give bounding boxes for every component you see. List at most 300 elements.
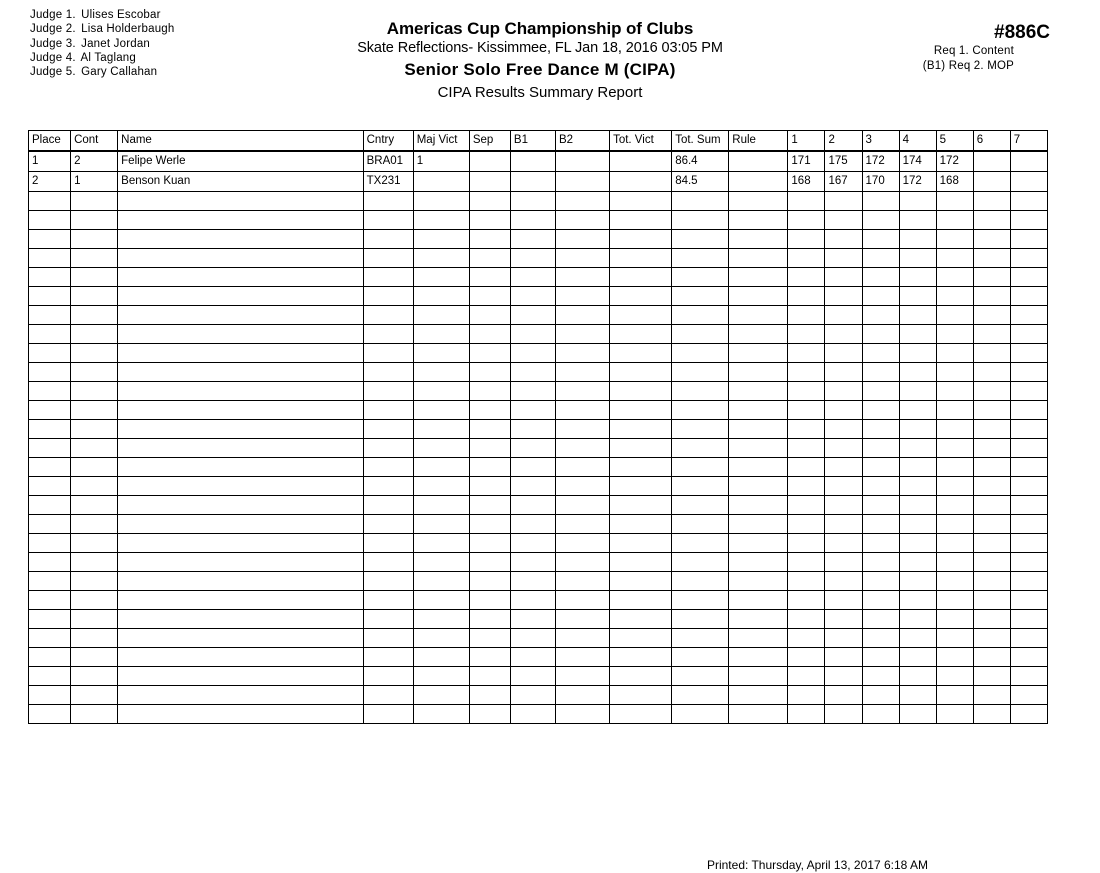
cell-j4 — [899, 230, 936, 249]
cell-j5 — [936, 211, 973, 230]
cell-cont — [71, 515, 118, 534]
cell-rule — [729, 458, 788, 477]
cell-j1 — [788, 420, 825, 439]
cell-b2 — [555, 268, 609, 287]
cell-name — [118, 705, 363, 724]
cell-b1 — [510, 458, 555, 477]
cell-j5 — [936, 553, 973, 572]
cell-j3 — [862, 287, 899, 306]
cell-j1 — [788, 648, 825, 667]
cell-b2 — [555, 230, 609, 249]
judge-name: Gary Callahan — [81, 66, 158, 79]
cell-sep — [469, 192, 510, 211]
cell-tot_vict — [610, 363, 672, 382]
cell-j3 — [862, 458, 899, 477]
cell-tot_vict — [610, 230, 672, 249]
cell-j4 — [899, 705, 936, 724]
cell-j4 — [899, 553, 936, 572]
cell-name — [118, 458, 363, 477]
cell-rule — [729, 249, 788, 268]
cell-b2 — [555, 192, 609, 211]
column-header-name: Name — [118, 131, 363, 152]
table-row-empty — [29, 686, 1048, 705]
cell-tot_vict — [610, 172, 672, 192]
cell-j2: 175 — [825, 151, 862, 172]
cell-maj_vict — [413, 420, 469, 439]
cell-place — [29, 382, 71, 401]
cell-cont — [71, 553, 118, 572]
cell-j5 — [936, 325, 973, 344]
cell-j3 — [862, 363, 899, 382]
table-row[interactable] — [29, 151, 1048, 172]
cell-place — [29, 667, 71, 686]
cell-b2 — [555, 610, 609, 629]
cell-cntry — [363, 363, 413, 382]
cell-b2 — [555, 591, 609, 610]
event-number-block — [842, 22, 1072, 73]
cell-j4 — [899, 363, 936, 382]
cell-j4 — [899, 344, 936, 363]
cell-rule — [729, 667, 788, 686]
table-row-empty — [29, 211, 1048, 230]
cell-tot_sum: 84.5 — [672, 172, 729, 192]
cell-cont — [71, 287, 118, 306]
cell-j5 — [936, 344, 973, 363]
cell-j7 — [1010, 553, 1047, 572]
cell-maj_vict — [413, 363, 469, 382]
cell-b1 — [510, 496, 555, 515]
cell-rule — [729, 420, 788, 439]
column-header-j6: 6 — [973, 131, 1010, 152]
cell-b2 — [555, 515, 609, 534]
cell-sep — [469, 534, 510, 553]
cell-tot_sum — [672, 648, 729, 667]
cell-j7 — [1010, 477, 1047, 496]
cell-maj_vict — [413, 610, 469, 629]
cell-maj_vict: 1 — [413, 151, 469, 172]
cell-tot_sum — [672, 382, 729, 401]
cell-maj_vict — [413, 306, 469, 325]
cell-b2 — [555, 705, 609, 724]
cell-sep — [469, 344, 510, 363]
cell-b2 — [555, 382, 609, 401]
cell-tot_vict — [610, 629, 672, 648]
cell-tot_sum — [672, 705, 729, 724]
cell-rule — [729, 496, 788, 515]
cell-maj_vict — [413, 705, 469, 724]
cell-sep — [469, 629, 510, 648]
cell-j4: 172 — [899, 172, 936, 192]
cell-sep — [469, 268, 510, 287]
cell-tot_vict — [610, 192, 672, 211]
cell-j5 — [936, 648, 973, 667]
cell-tot_vict — [610, 686, 672, 705]
cell-j4 — [899, 268, 936, 287]
cell-j4 — [899, 249, 936, 268]
cell-place — [29, 496, 71, 515]
cell-tot_sum — [672, 401, 729, 420]
cell-cont — [71, 496, 118, 515]
cell-j2 — [825, 477, 862, 496]
cell-j2 — [825, 458, 862, 477]
cell-maj_vict — [413, 591, 469, 610]
cell-b1 — [510, 325, 555, 344]
table-header-row — [29, 131, 1048, 152]
cell-j4 — [899, 420, 936, 439]
cell-maj_vict — [413, 515, 469, 534]
cell-place — [29, 686, 71, 705]
cell-maj_vict — [413, 325, 469, 344]
cell-j2 — [825, 268, 862, 287]
cell-rule — [729, 306, 788, 325]
cell-j3 — [862, 496, 899, 515]
cell-maj_vict — [413, 477, 469, 496]
cell-b2 — [555, 249, 609, 268]
cell-cntry — [363, 648, 413, 667]
table-row[interactable] — [29, 172, 1048, 192]
cell-j5 — [936, 420, 973, 439]
cell-tot_vict — [610, 306, 672, 325]
cell-j2 — [825, 629, 862, 648]
table-row-empty — [29, 553, 1048, 572]
cell-tot_sum — [672, 458, 729, 477]
cell-b1 — [510, 306, 555, 325]
judge-number: Judge 3. — [30, 37, 76, 50]
table-row-empty — [29, 382, 1048, 401]
cell-tot_sum — [672, 496, 729, 515]
cell-cntry — [363, 591, 413, 610]
cell-cntry: BRA01 — [363, 151, 413, 172]
cell-j1 — [788, 401, 825, 420]
cell-cntry — [363, 515, 413, 534]
cell-cntry — [363, 705, 413, 724]
cell-j4 — [899, 211, 936, 230]
cell-j7 — [1010, 306, 1047, 325]
cell-j6 — [973, 496, 1010, 515]
cell-j2 — [825, 230, 862, 249]
table-row-empty — [29, 344, 1048, 363]
cell-j7 — [1010, 172, 1047, 192]
cell-j7 — [1010, 420, 1047, 439]
cell-j5 — [936, 667, 973, 686]
cell-j5 — [936, 306, 973, 325]
cell-j2 — [825, 249, 862, 268]
cell-j5 — [936, 249, 973, 268]
table-row-empty — [29, 420, 1048, 439]
cell-tot_sum — [672, 249, 729, 268]
cell-j3: 172 — [862, 151, 899, 172]
cell-rule — [729, 648, 788, 667]
cell-sep — [469, 705, 510, 724]
cell-b2 — [555, 172, 609, 192]
cell-cont — [71, 591, 118, 610]
page-title: Americas Cup Championship of Clubs — [386, 19, 694, 38]
cell-j7 — [1010, 268, 1047, 287]
cell-cntry — [363, 287, 413, 306]
column-header-j3: 3 — [862, 131, 899, 152]
cell-name: Benson Kuan — [118, 172, 363, 192]
cell-j4 — [899, 439, 936, 458]
cell-j2 — [825, 572, 862, 591]
table-row-empty — [29, 306, 1048, 325]
judge-number: Judge 5. — [30, 66, 76, 79]
cell-tot_sum — [672, 667, 729, 686]
cell-j5 — [936, 439, 973, 458]
cell-cont — [71, 325, 118, 344]
cell-cntry — [363, 249, 413, 268]
cell-tot_sum — [672, 629, 729, 648]
cell-b2 — [555, 686, 609, 705]
cell-j6 — [973, 151, 1010, 172]
cell-j5 — [936, 458, 973, 477]
cell-j1 — [788, 667, 825, 686]
cell-sep — [469, 211, 510, 230]
cell-b1 — [510, 344, 555, 363]
cell-tot_vict — [610, 591, 672, 610]
cell-cont — [71, 211, 118, 230]
cell-j5 — [936, 629, 973, 648]
table-row-empty — [29, 629, 1048, 648]
cell-j5 — [936, 515, 973, 534]
cell-place — [29, 211, 71, 230]
cell-tot_sum — [672, 287, 729, 306]
cell-j2 — [825, 705, 862, 724]
cell-j7 — [1010, 249, 1047, 268]
cell-j7 — [1010, 151, 1047, 172]
cell-j5 — [936, 287, 973, 306]
cell-cont — [71, 648, 118, 667]
cell-j1 — [788, 363, 825, 382]
cell-b2 — [555, 496, 609, 515]
cell-tot_vict — [610, 667, 672, 686]
cell-cont — [71, 268, 118, 287]
cell-j7 — [1010, 382, 1047, 401]
cell-b2 — [555, 553, 609, 572]
cell-b2 — [555, 648, 609, 667]
table-row-empty — [29, 458, 1048, 477]
cell-place — [29, 287, 71, 306]
table-row-empty — [29, 591, 1048, 610]
cell-name — [118, 572, 363, 591]
cell-b2 — [555, 572, 609, 591]
table-row-empty — [29, 268, 1048, 287]
cell-tot_vict — [610, 572, 672, 591]
cell-rule — [729, 572, 788, 591]
judge-name: Ulises Escobar — [81, 9, 161, 21]
cell-j2 — [825, 534, 862, 553]
cell-b2 — [555, 287, 609, 306]
cell-tot_vict — [610, 610, 672, 629]
cell-j1 — [788, 629, 825, 648]
cell-j7 — [1010, 363, 1047, 382]
cell-j3 — [862, 648, 899, 667]
cell-j3 — [862, 306, 899, 325]
cell-j7 — [1010, 344, 1047, 363]
cell-maj_vict — [413, 287, 469, 306]
cell-place — [29, 363, 71, 382]
cell-tot_vict — [610, 515, 672, 534]
judge-number: Judge 4. — [30, 51, 76, 64]
cell-j6 — [973, 477, 1010, 496]
cell-name — [118, 534, 363, 553]
cell-name — [118, 515, 363, 534]
cell-j7 — [1010, 534, 1047, 553]
cell-j1 — [788, 496, 825, 515]
cell-cntry — [363, 230, 413, 249]
cell-b1 — [510, 686, 555, 705]
cell-j5: 168 — [936, 172, 973, 192]
cell-j4 — [899, 306, 936, 325]
cell-j2 — [825, 439, 862, 458]
cell-j3 — [862, 534, 899, 553]
cell-maj_vict — [413, 629, 469, 648]
cell-j3 — [862, 344, 899, 363]
cell-j7 — [1010, 211, 1047, 230]
cell-j2 — [825, 667, 862, 686]
cell-sep — [469, 363, 510, 382]
cell-j7 — [1010, 230, 1047, 249]
cell-j2 — [825, 382, 862, 401]
cell-j7 — [1010, 192, 1047, 211]
cell-sep — [469, 458, 510, 477]
cell-rule — [729, 192, 788, 211]
cell-name — [118, 211, 363, 230]
cell-j2 — [825, 401, 862, 420]
cell-j5 — [936, 572, 973, 591]
judge-number: Judge 2. — [30, 23, 76, 36]
cell-j3 — [862, 230, 899, 249]
cell-j4 — [899, 534, 936, 553]
cell-sep — [469, 477, 510, 496]
cell-j1 — [788, 458, 825, 477]
cell-j3 — [862, 420, 899, 439]
cell-j4 — [899, 192, 936, 211]
event-category-title: Senior Solo Free Dance M (CIPA) — [404, 60, 676, 79]
cell-j3 — [862, 249, 899, 268]
cell-cntry — [363, 534, 413, 553]
cell-j2 — [825, 306, 862, 325]
cell-cntry — [363, 629, 413, 648]
column-header-j1: 1 — [788, 131, 825, 152]
cell-j1 — [788, 230, 825, 249]
cell-sep — [469, 325, 510, 344]
cell-cntry — [363, 268, 413, 287]
event-venue-datetime: Skate Reflections- Kissimmee, FL Jan 18, 2016 03:05 PM — [357, 40, 723, 56]
cell-tot_vict — [610, 151, 672, 172]
cell-j6 — [973, 268, 1010, 287]
cell-rule — [729, 705, 788, 724]
cell-name — [118, 249, 363, 268]
cell-name — [118, 268, 363, 287]
cell-b2 — [555, 667, 609, 686]
column-header-sep: Sep — [469, 131, 510, 152]
table-row-empty — [29, 667, 1048, 686]
cell-j1 — [788, 591, 825, 610]
cell-cntry — [363, 344, 413, 363]
cell-place: 2 — [29, 172, 71, 192]
cell-b1 — [510, 172, 555, 192]
cell-j1 — [788, 382, 825, 401]
cell-name — [118, 610, 363, 629]
cell-rule — [729, 534, 788, 553]
cell-maj_vict — [413, 401, 469, 420]
cell-j7 — [1010, 648, 1047, 667]
judge-name: Lisa Holderbaugh — [81, 23, 175, 36]
cell-j7 — [1010, 667, 1047, 686]
cell-place — [29, 629, 71, 648]
judge-name: Al Taglang — [80, 51, 136, 64]
cell-cont — [71, 572, 118, 591]
cell-tot_vict — [610, 249, 672, 268]
cell-place — [29, 610, 71, 629]
cell-cont: 1 — [71, 172, 118, 192]
cell-tot_sum — [672, 420, 729, 439]
cell-j1 — [788, 249, 825, 268]
table-row-empty — [29, 230, 1048, 249]
cell-j6 — [973, 686, 1010, 705]
cell-b2 — [555, 534, 609, 553]
cell-b2 — [555, 151, 609, 172]
cell-b1 — [510, 287, 555, 306]
cell-j4 — [899, 686, 936, 705]
cell-j7 — [1010, 439, 1047, 458]
cell-j3 — [862, 401, 899, 420]
cell-rule — [729, 172, 788, 192]
cell-sep — [469, 667, 510, 686]
table-row-empty — [29, 515, 1048, 534]
cell-cont — [71, 477, 118, 496]
cell-b1 — [510, 192, 555, 211]
column-header-rule: Rule — [729, 131, 788, 152]
cell-j1 — [788, 477, 825, 496]
cell-j7 — [1010, 629, 1047, 648]
cell-b1 — [510, 363, 555, 382]
cell-j7 — [1010, 401, 1047, 420]
cell-j3 — [862, 629, 899, 648]
table-row-empty — [29, 287, 1048, 306]
cell-b1 — [510, 515, 555, 534]
cell-tot_vict — [610, 458, 672, 477]
cell-tot_vict — [610, 344, 672, 363]
cell-b2 — [555, 629, 609, 648]
results-table — [28, 130, 1048, 724]
cell-b1 — [510, 268, 555, 287]
cell-j7 — [1010, 705, 1047, 724]
cell-j6 — [973, 306, 1010, 325]
cell-cont — [71, 230, 118, 249]
cell-j6 — [973, 287, 1010, 306]
results-table-head — [29, 131, 1048, 152]
cell-j2 — [825, 325, 862, 344]
cell-cont — [71, 705, 118, 724]
cell-rule — [729, 686, 788, 705]
column-header-j2: 2 — [825, 131, 862, 152]
cell-j6 — [973, 629, 1010, 648]
cell-sep — [469, 401, 510, 420]
cell-place — [29, 268, 71, 287]
cell-name: Felipe Werle — [118, 151, 363, 172]
print-timestamp: Printed: Thursday, April 13, 2017 6:18 AM — [706, 858, 928, 872]
cell-j3 — [862, 192, 899, 211]
cell-j5 — [936, 496, 973, 515]
cell-b1 — [510, 151, 555, 172]
cell-j3: 170 — [862, 172, 899, 192]
cell-place — [29, 344, 71, 363]
cell-j5 — [936, 230, 973, 249]
cell-place — [29, 192, 71, 211]
column-header-cont: Cont — [71, 131, 118, 152]
cell-place — [29, 306, 71, 325]
